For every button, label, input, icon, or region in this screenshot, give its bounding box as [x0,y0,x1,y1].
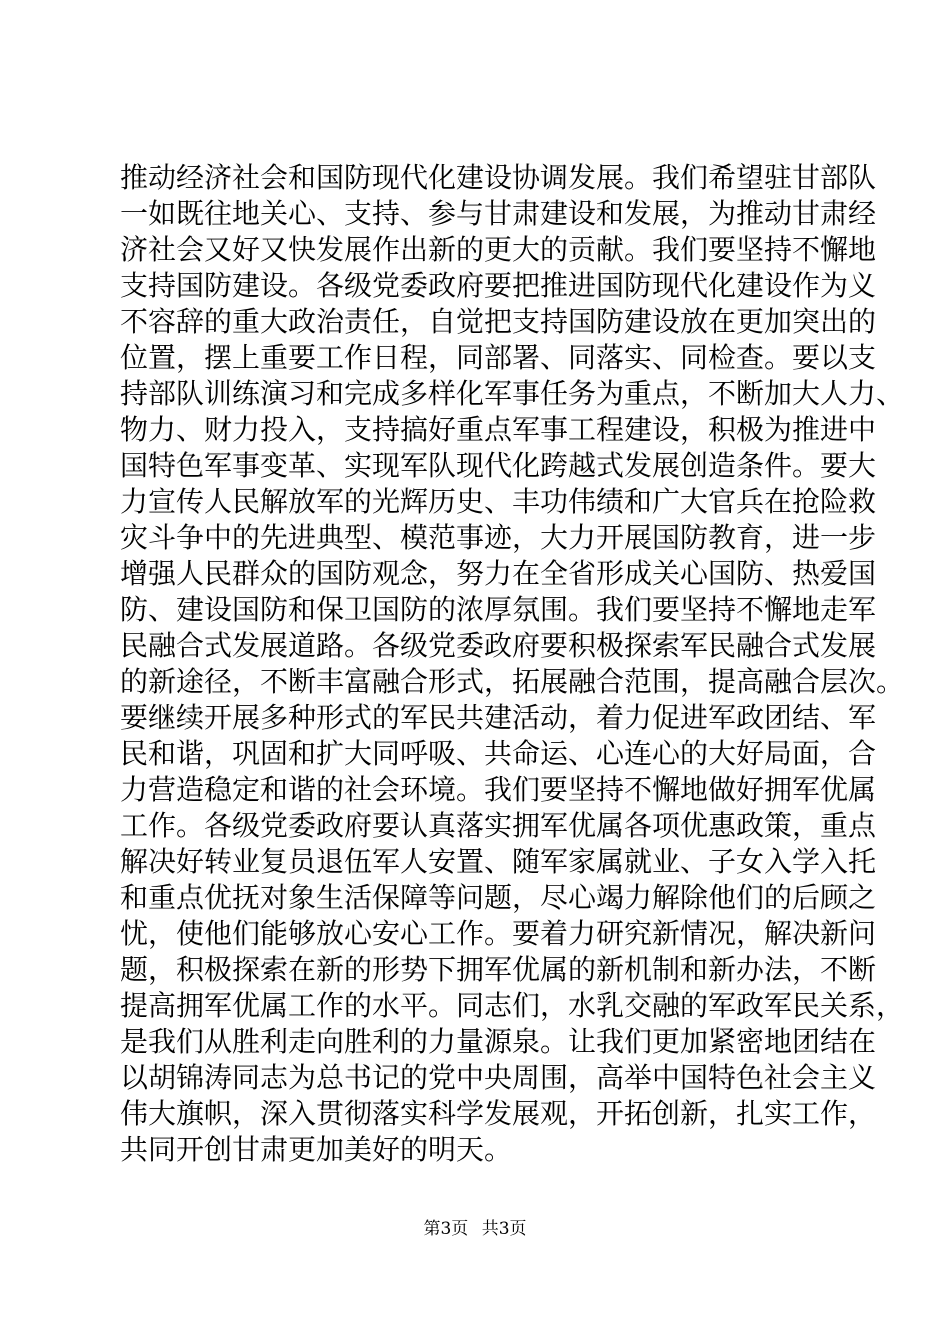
page-number-total: 共3页 [481,1219,527,1239]
text-line: 民融合式发展道路。各级党委政府要积极探索军民融合式发展 [120,629,877,662]
text-line: 位置，摆上重要工作日程，同部署、同落实、同检查。要以支 [120,341,877,374]
text-line: 持部队训练演习和完成多样化军事任务为重点，不断加大人力、 [120,377,905,410]
text-line: 物力、财力投入，支持搞好重点军事工程建设，积极为推进中 [120,413,877,446]
text-line: 忧，使他们能够放心安心工作。要着力研究新情况，解决新问 [120,917,877,950]
text-line: 支持国防建设。各级党委政府要把推进国防现代化建设作为义 [120,269,877,302]
text-line: 共同开创甘肃更加美好的明天。 [120,1133,513,1166]
text-line: 解决好转业复员退伍军人安置、随军家属就业、子女入学入托 [120,845,877,878]
text-line: 是我们从胜利走向胜利的力量源泉。让我们更加紧密地团结在 [120,1025,877,1058]
text-line: 济社会又好又快发展作出新的更大的贡献。我们要坚持不懈地 [120,233,877,266]
text-line: 和重点优抚对象生活保障等问题，尽心竭力解除他们的后顾之 [120,881,877,914]
text-line: 防、建设国防和保卫国防的浓厚氛围。我们要坚持不懈地走军 [120,593,877,626]
text-line: 力营造稳定和谐的社会环境。我们要坚持不懈地做好拥军优属 [120,773,877,806]
page-number-current: 第3页 [423,1219,469,1239]
text-line: 以胡锦涛同志为总书记的党中央周围，高举中国特色社会主义 [120,1061,877,1094]
text-line: 国特色军事变革、实现军队现代化跨越式发展创造条件。要大 [120,449,877,482]
page-footer [0,1218,950,1240]
text-line: 灾斗争中的先进典型、模范事迹，大力开展国防教育，进一步 [120,521,877,554]
text-line: 推动经济社会和国防现代化建设协调发展。我们希望驻甘部队 [120,161,877,194]
text-line: 伟大旗帜，深入贯彻落实科学发展观，开拓创新，扎实工作， [120,1097,877,1130]
text-line: 题，积极探索在新的形势下拥军优属的新机制和新办法，不断 [120,953,877,986]
text-line: 一如既往地关心、支持、参与甘肃建设和发展，为推动甘肃经 [120,197,877,230]
text-line: 增强人民群众的国防观念，努力在全省形成关心国防、热爱国 [120,557,877,590]
text-line: 要继续开展多种形式的军民共建活动，着力促进军政团结、军 [120,701,877,734]
text-line: 民和谐，巩固和扩大同呼吸、共命运、心连心的大好局面，合 [120,737,877,770]
text-line: 力宣传人民解放军的光辉历史、丰功伟绩和广大官兵在抢险救 [120,485,877,518]
text-line: 工作。各级党委政府要认真落实拥军优属各项优惠政策，重点 [120,809,877,842]
body-paragraph [120,160,905,1168]
text-line: 的新途径，不断丰富融合形式，拓展融合范围，提高融合层次。 [120,665,905,698]
text-line: 提高拥军优属工作的水平。同志们，水乳交融的军政军民关系， [120,989,905,1022]
text-line: 不容辞的重大政治责任，自觉把支持国防建设放在更加突出的 [120,305,877,338]
